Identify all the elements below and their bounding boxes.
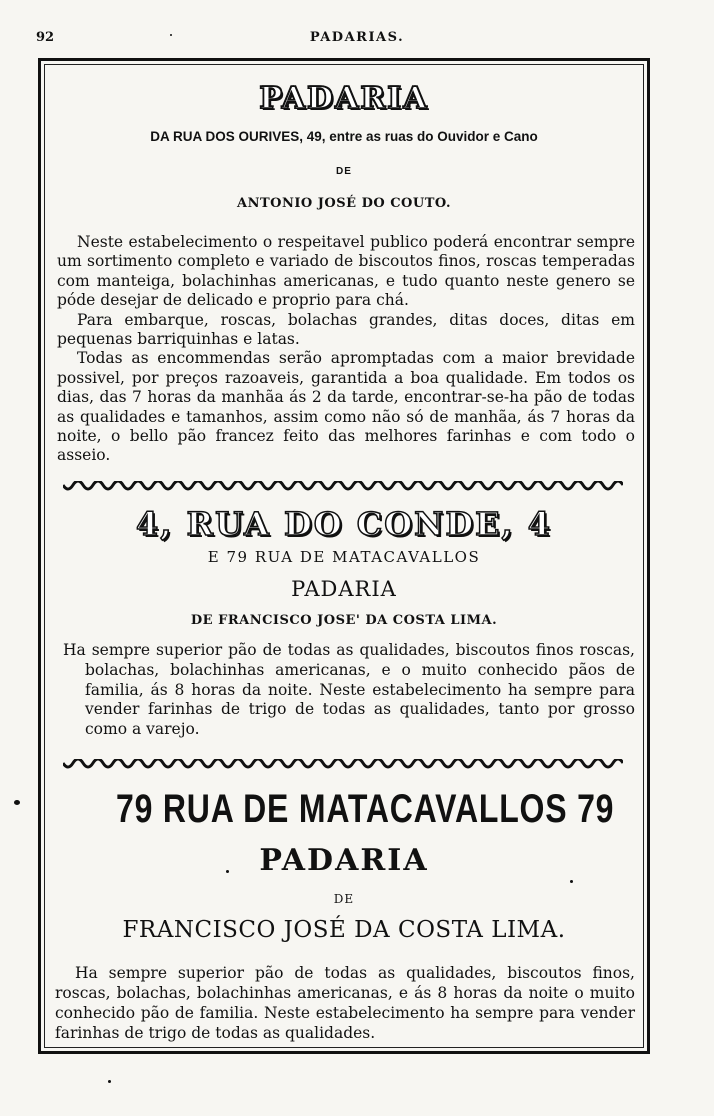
running-title: PADARIAS. <box>309 30 405 45</box>
page-number: 92 <box>36 30 55 45</box>
ad2-address: E 79 RUA DE MATACAVALLOS <box>207 548 481 566</box>
ad1-body <box>57 233 635 466</box>
ad1-paragraph: Neste estabelecimento o respeitavel publico poderá encontrar sempre um sortimento completo e variado de biscoutos finos, roscas temperadas com manteiga, bolachinhas americanas, e tudo quanto neste genero se póde desejar de delicado e proprio para chá. <box>57 233 635 310</box>
ad2-heading: 4, RUA DO CONDE, 4 <box>135 505 553 543</box>
running-head <box>0 28 714 52</box>
ad1-heading: PADARIA <box>259 81 429 116</box>
ad2-body: Ha sempre superior pão de todas as qualidades, biscoutos finos roscas, bolachas, bolachinhas americanas, e o muito conhecido pãos de familia, ás 8 horas da noite. Neste estabelecimento ha sempre para vender farinhas de trigo de todas as qualidades, tanto por grosso como a varejo. <box>63 641 635 739</box>
ad1-owner: ANTONIO JOSÉ DO COUTO. <box>237 196 451 211</box>
ink-speck <box>108 1080 111 1083</box>
ad3-heading-wrap <box>59 787 629 832</box>
ink-speck <box>570 880 573 883</box>
ad3-owner: FRANCISCO JOSÉ DA COSTA LIMA. <box>122 917 566 943</box>
ad3-de: DE <box>333 892 355 906</box>
ad2-heading-wrap <box>59 505 629 543</box>
wavy-rule-2 <box>63 759 623 773</box>
ad1-address: DA RUA DOS OURIVES, 49, entre as ruas do Ouvidor e Cano <box>150 129 538 144</box>
ad1-paragraph: Todas as encommendas serão apromptadas com a maior brevidade possivel, por preços razoaveis, garantida a boa qualidade. Em todos os dias, das 7 horas da manhãa ás 2 da tarde, encontrar-se-ha pão de todas as qualidades e tamanhos, assim como não só de manhãa, ás 7 horas da noite, o bello pão francez feito das melhores farinhas e com todo o asseio. <box>57 349 635 465</box>
ink-speck <box>170 34 172 36</box>
ad3-heading: 79 RUA DE MATACAVALLOS 79 <box>116 787 615 831</box>
ad1-heading-wrap <box>59 81 629 116</box>
ad1-paragraph: Para embarque, roscas, bolachas grandes, ditas doces, ditas em pequenas barriquinhas e latas. <box>57 310 635 349</box>
ink-speck <box>14 800 20 805</box>
ad2-owner: DE FRANCISCO JOSE' DA COSTA LIMA. <box>190 613 498 628</box>
advertisement-frame-inner <box>44 64 644 1048</box>
ad1-de: DE <box>336 166 352 177</box>
ad3-body <box>55 963 635 1043</box>
ink-speck <box>226 870 229 873</box>
wavy-rule-1 <box>63 481 623 495</box>
ad3-paragraph: Ha sempre superior pão de todas as qualidades, biscoutos finos, roscas, bolachas, bolachinhas americanas, e ás 8 horas da noite o muito conhecido pão de familia. Neste estabelecimento ha sempre para vender farinhas de trigo de todas as qualidades. <box>55 964 635 1042</box>
ad2-padaria: PADARIA <box>291 577 397 601</box>
advertisement-frame <box>38 58 650 1054</box>
ad3-padaria: PADARIA <box>259 843 429 878</box>
